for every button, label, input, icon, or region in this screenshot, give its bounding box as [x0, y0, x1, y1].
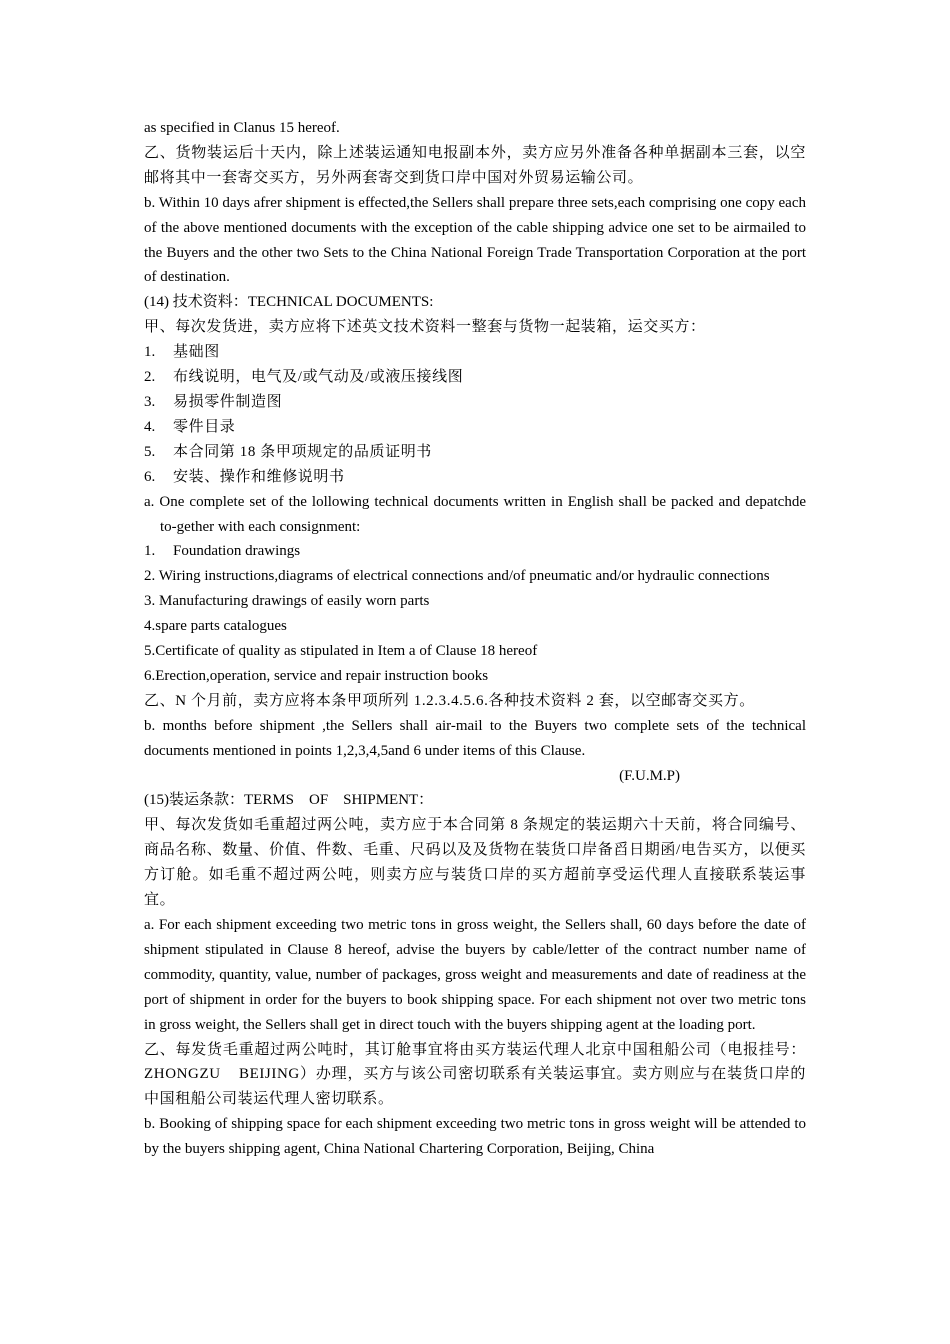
paragraph-zh-b-technical: 乙、N 个月前，卖方应将本条甲项所列 1.2.3.4.5.6.各种技术资料 2 套，以空邮寄交买方。 — [144, 692, 755, 709]
paragraph-zh-a-shipment: 甲、每次发货如毛重超过两公吨，卖方应于本合同第 8 条规定的装运期六十天前，将合同编号、商品名称、数量、价值、件数、毛重、尺码以及及货物在装货口岸备舀日期函/电告买方，以便买方订舱。如毛重不超过两公吨，则卖方应与装货口岸的买方超前享受运代理人直接联系装运事宜。 — [144, 817, 806, 909]
section-heading-terms-of-shipment: (15)装运条款：TERMS OF SHIPMENT： — [144, 792, 434, 809]
list-item-number: 4. — [144, 418, 156, 435]
list-item-text: 安装、操作和维修说明书 — [173, 468, 345, 485]
list-item — [144, 440, 806, 465]
list-item — [144, 539, 806, 564]
list-item-text: 易损零件制造图 — [173, 393, 283, 410]
list-item-number: 6. — [144, 468, 156, 485]
fump-note: (F.U.M.P) — [619, 767, 680, 784]
paragraph-zh-a-technical: 甲、每次发货进，卖方应将下述英文技术资料一整套与货物一起装箱，运交买方： — [144, 319, 706, 336]
paragraph-en-b-shipment: b. Booking of shipping space for each shipment exceeding two metric tons in gross weight will be attended to by the buyers shipping agent, China National Chartering Corporation, Beijing, China — [144, 1116, 806, 1158]
list-item: 2. Wiring instructions,diagrams of electrical connections and/of pneumatic and/or hydraulic connections — [144, 568, 770, 585]
list-item — [144, 365, 806, 390]
paragraph-en-a-shipment: a. For each shipment exceeding two metric tons in gross weight, the Sellers shall, 60 days before the date of shipment stipulated in Clause 8 hereof, advise the buyers by cable/letter of the contract number name of commodity, quantity, value, number of packages, gross weight and measurements and date of readiness at the port of shipment in order for the buyers to book shipping space. For each shipment not over two metric tons in gross weight, the Sellers shall get in direct touch with the buyers shipping agent at the loading port. — [144, 917, 806, 1033]
list-item — [144, 465, 806, 490]
list-item-number: 2. — [144, 369, 156, 386]
list-item: 6.Erection,operation, service and repair instruction books — [144, 667, 489, 684]
list-item: 3. Manufacturing drawings of easily worn parts — [144, 593, 430, 610]
list-item — [144, 390, 806, 415]
list-item: 4.spare parts catalogues — [144, 618, 287, 635]
document-page — [144, 116, 806, 1162]
paragraph-en-b-documents: b. Within 10 days afrer shipment is effected,the Sellers shall prepare three sets,each comprising one copy each of the above mentioned documents with the exception of the cable shipping advice one set to be airmailed to the Buyers and the other two Sets to the China National Foreign Trade Transportation Corporation at the port of destination. — [144, 194, 806, 286]
list-item-text: 本合同第 18 条甲项规定的品质证明书 — [173, 443, 432, 460]
list-item — [144, 415, 806, 440]
paragraph-zh-b-documents: 乙、货物装运后十天内，除上述装运通知电报副本外，卖方应另外准备各种单据副本三套，以空邮将其中一套寄交买方，另外两套寄交到货口岸中国对外贸易运输公司。 — [144, 144, 806, 186]
list-item-text: 基础图 — [173, 344, 220, 361]
paragraph-zh-b-shipment: 乙、每发货毛重超过两公吨时，其订舱事宜将由买方装运代理人北京中国租船公司（电报挂号：ZHONGZU BEIJING）办理，买方与该公司密切联系有关装运事宜。卖方则应与在装货口岸的中国租船公司装运代理人密切联系。 — [144, 1041, 806, 1108]
list-item-number: 3. — [144, 393, 156, 410]
list-item: 5.Certificate of quality as stipulated in Item a of Clause 18 hereof — [144, 643, 538, 660]
list-item — [144, 340, 806, 365]
list-item-number: 1. — [144, 344, 156, 361]
list-item-number: 1. — [144, 543, 156, 560]
section-heading-technical-documents: (14) 技术资料：TECHNICAL DOCUMENTS: — [144, 294, 434, 311]
paragraph-en-a-technical: a. One complete set of the lollowing technical documents written in English shall be packed and depatchde to-gether with each consignment: — [144, 493, 806, 535]
list-item-text: Foundation drawings — [173, 543, 301, 560]
paragraph-en-b-technical: b. months before shipment ,the Sellers shall air-mail to the Buyers two complete sets of the technical documents mentioned in points 1,2,3,4,5and 6 under items of this Clause. — [144, 717, 806, 759]
list-item-number: 5. — [144, 443, 156, 460]
list-item-text: 布线说明，电气及/或气动及/或液压接线图 — [173, 369, 464, 386]
list-item-text: 零件目录 — [173, 418, 236, 435]
paragraph-clanus-ref: as specified in Clanus 15 hereof. — [144, 120, 340, 136]
